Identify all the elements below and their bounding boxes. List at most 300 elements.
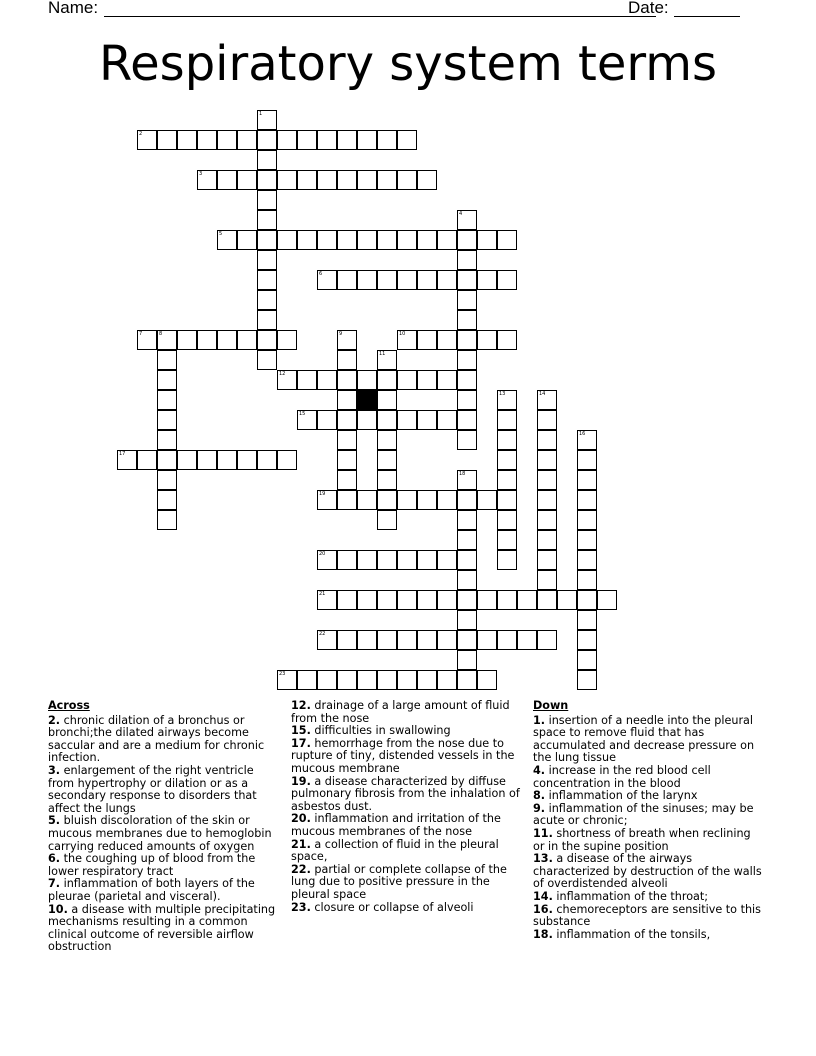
grid-cell[interactable] — [337, 470, 357, 490]
grid-cell[interactable] — [357, 230, 377, 250]
grid-cell[interactable] — [497, 410, 517, 430]
grid-cell[interactable] — [537, 430, 557, 450]
clue-number: 21. — [291, 837, 311, 851]
grid-cell[interactable] — [577, 470, 597, 490]
clue-number: 17 — [119, 451, 126, 457]
clue — [533, 828, 765, 853]
grid-cell[interactable] — [257, 190, 277, 210]
clue-number: 17. — [291, 736, 311, 750]
grid-cell[interactable] — [337, 490, 357, 510]
clue-number: 6. — [48, 852, 61, 866]
grid-cell[interactable] — [377, 450, 397, 470]
grid-cell[interactable] — [377, 270, 397, 290]
grid-cell[interactable] — [277, 230, 297, 250]
grid-cell[interactable] — [337, 130, 357, 150]
clue — [48, 715, 280, 765]
clue — [533, 803, 765, 828]
clue-text: hemorrhage from the nose due to rupture of tiny, distended vessels in the mucous membrane — [291, 736, 515, 775]
grid-cell[interactable] — [537, 470, 557, 490]
grid-cell[interactable] — [497, 470, 517, 490]
clue-number: 6 — [319, 271, 323, 277]
grid-cell[interactable] — [437, 230, 457, 250]
clue — [291, 902, 523, 915]
grid-cell[interactable] — [257, 330, 277, 350]
clue-number: 11 — [379, 351, 386, 357]
grid-cell[interactable] — [537, 570, 557, 590]
clue-number: 11. — [533, 826, 553, 840]
grid-cell[interactable] — [577, 430, 597, 450]
clue-number: 19. — [291, 774, 311, 788]
grid-cell[interactable] — [357, 270, 377, 290]
clue-text: the coughing up of blood from the lower respiratory tract — [48, 852, 256, 878]
grid-cell[interactable] — [297, 670, 317, 690]
grid-cell[interactable] — [457, 210, 477, 230]
grid-cell[interactable] — [517, 590, 537, 610]
grid-cell[interactable] — [317, 370, 337, 390]
grid-cell[interactable] — [237, 170, 257, 190]
grid-cell[interactable] — [257, 270, 277, 290]
grid-cell[interactable] — [337, 590, 357, 610]
grid-cell[interactable] — [277, 170, 297, 190]
clue-text: chronic dilation of a bronchus or bronchi;the dilated airways become saccular and are a medium for chronic infection. — [48, 713, 265, 765]
grid-cell[interactable] — [537, 530, 557, 550]
grid-cell[interactable] — [437, 670, 457, 690]
grid-cell[interactable] — [377, 630, 397, 650]
down-heading: Down — [533, 699, 569, 712]
grid-cell[interactable] — [497, 590, 517, 610]
grid-cell[interactable] — [497, 430, 517, 450]
grid-cell[interactable] — [337, 170, 357, 190]
grid-cell[interactable] — [277, 330, 297, 350]
clue-number: 12 — [279, 371, 286, 377]
grid-cell[interactable] — [257, 130, 277, 150]
grid-cell[interactable] — [437, 630, 457, 650]
clue — [48, 765, 280, 815]
grid-cell[interactable] — [317, 170, 337, 190]
grid-cell[interactable] — [437, 550, 457, 570]
date-label: Date: — [628, 0, 669, 17]
grid-cell[interactable] — [117, 450, 137, 470]
grid-cell[interactable] — [317, 230, 337, 250]
grid-cell[interactable] — [157, 130, 177, 150]
grid-cell[interactable] — [497, 530, 517, 550]
grid-cell[interactable] — [477, 490, 497, 510]
grid-cell[interactable] — [397, 270, 417, 290]
clue-number: 16. — [533, 902, 553, 916]
grid-cell[interactable] — [397, 490, 417, 510]
grid-cell[interactable] — [457, 250, 477, 270]
clue-text: chemoreceptors are sensitive to this substance — [533, 902, 761, 929]
clue-text: inflammation and irritation of the mucous membranes of the nose — [291, 812, 501, 838]
grid-cell[interactable] — [377, 470, 397, 490]
grid-cell[interactable] — [577, 490, 597, 510]
grid-cell[interactable] — [577, 530, 597, 550]
grid-cell[interactable] — [537, 630, 557, 650]
grid-cell[interactable] — [417, 270, 437, 290]
grid-cell[interactable] — [257, 230, 277, 250]
grid-cell[interactable] — [177, 450, 197, 470]
grid-cell[interactable] — [397, 630, 417, 650]
grid-cell[interactable] — [137, 330, 157, 350]
grid-cell[interactable] — [497, 550, 517, 570]
clue-text: a collection of fluid in the pleural space, — [291, 837, 499, 864]
grid-cell[interactable] — [437, 270, 457, 290]
grid-cell[interactable] — [317, 630, 337, 650]
clue-number: 1. — [533, 713, 546, 727]
grid-cell[interactable] — [337, 390, 357, 410]
grid-cell[interactable] — [497, 270, 517, 290]
grid-cell[interactable] — [217, 330, 237, 350]
grid-cell[interactable] — [397, 130, 417, 150]
grid-cell[interactable] — [337, 230, 357, 250]
grid-cell[interactable] — [157, 330, 177, 350]
grid-cell[interactable] — [357, 550, 377, 570]
grid-cell[interactable] — [237, 450, 257, 470]
grid-cell[interactable] — [357, 630, 377, 650]
grid-cell[interactable] — [537, 390, 557, 410]
clue — [48, 853, 280, 878]
clue-text: inflammation of the tonsils, — [556, 927, 711, 941]
grid-cell[interactable] — [337, 270, 357, 290]
grid-cell[interactable] — [297, 130, 317, 150]
grid-cell[interactable] — [357, 410, 377, 430]
clue-text: a disease characterized by diffuse pulmonary fibrosis from the inhalation of asbestos dust. — [291, 774, 520, 813]
clue-number: 9. — [533, 801, 546, 815]
grid-cell[interactable] — [437, 330, 457, 350]
grid-cell[interactable] — [377, 390, 397, 410]
grid-cell[interactable] — [417, 370, 437, 390]
grid-cell[interactable] — [497, 490, 517, 510]
clue — [533, 765, 765, 790]
grid-cell[interactable] — [337, 410, 357, 430]
grid-cell[interactable] — [157, 370, 177, 390]
grid-cell[interactable] — [577, 650, 597, 670]
clue-number: 2 — [139, 131, 143, 137]
grid-cell[interactable] — [517, 630, 537, 650]
grid-cell[interactable] — [217, 450, 237, 470]
clue-number: 4. — [533, 763, 546, 777]
grid-cell[interactable] — [137, 450, 157, 470]
grid-cell[interactable] — [377, 670, 397, 690]
grid-cell[interactable] — [337, 350, 357, 370]
grid-cell[interactable] — [257, 450, 277, 470]
clue-number: 22 — [319, 631, 326, 637]
grid-cell[interactable] — [357, 670, 377, 690]
clue-number: 12. — [291, 699, 311, 712]
grid-cell[interactable] — [457, 390, 477, 410]
grid-cell[interactable] — [357, 130, 377, 150]
grid-cell[interactable] — [377, 230, 397, 250]
grid-cell[interactable] — [477, 670, 497, 690]
grid-cell[interactable] — [137, 130, 157, 150]
grid-cell[interactable] — [297, 170, 317, 190]
grid-cell[interactable] — [457, 550, 477, 570]
grid-cell[interactable] — [277, 130, 297, 150]
grid-cell[interactable] — [257, 150, 277, 170]
grid-cell[interactable] — [377, 170, 397, 190]
clue-number: 5. — [48, 814, 61, 828]
clue-number: 8 — [159, 331, 163, 337]
grid-cell[interactable] — [597, 590, 617, 610]
clue-number: 7. — [48, 877, 61, 891]
grid-cell — [357, 390, 377, 410]
grid-cell[interactable] — [577, 590, 597, 610]
grid-cell[interactable] — [277, 670, 297, 690]
grid-cell[interactable] — [157, 470, 177, 490]
grid-cell[interactable] — [297, 230, 317, 250]
grid-cell[interactable] — [337, 670, 357, 690]
grid-cell[interactable] — [317, 130, 337, 150]
grid-cell[interactable] — [457, 230, 477, 250]
grid-cell[interactable] — [257, 210, 277, 230]
grid-cell[interactable] — [197, 450, 217, 470]
grid-cell[interactable] — [577, 610, 597, 630]
grid-cell[interactable] — [377, 130, 397, 150]
grid-cell[interactable] — [397, 550, 417, 570]
grid-cell[interactable] — [157, 490, 177, 510]
down-clue-list — [533, 715, 765, 942]
grid-cell[interactable] — [457, 630, 477, 650]
grid-cell[interactable] — [257, 290, 277, 310]
grid-cell[interactable] — [257, 310, 277, 330]
grid-cell[interactable] — [457, 330, 477, 350]
clue — [291, 738, 523, 776]
grid-cell[interactable] — [397, 170, 417, 190]
across-clue-list-continued — [291, 700, 523, 914]
grid-cell[interactable] — [497, 330, 517, 350]
clue-number: 10 — [399, 331, 406, 337]
grid-cell[interactable] — [477, 590, 497, 610]
grid-cell[interactable] — [537, 410, 557, 430]
grid-cell[interactable] — [457, 430, 477, 450]
grid-cell[interactable] — [457, 270, 477, 290]
clue-number: 10. — [48, 902, 68, 916]
grid-cell[interactable] — [457, 370, 477, 390]
grid-cell[interactable] — [457, 470, 477, 490]
grid-cell[interactable] — [577, 450, 597, 470]
grid-cell[interactable] — [317, 590, 337, 610]
grid-cell[interactable] — [397, 590, 417, 610]
grid-cell[interactable] — [257, 250, 277, 270]
clue — [48, 904, 280, 954]
clue — [533, 715, 765, 765]
clue-number: 18. — [533, 927, 553, 941]
clue-number: 21 — [319, 591, 326, 597]
grid-cell[interactable] — [417, 490, 437, 510]
grid-cell[interactable] — [437, 410, 457, 430]
grid-cell[interactable] — [337, 630, 357, 650]
grid-cell[interactable] — [397, 410, 417, 430]
clue — [533, 929, 765, 942]
clue-number: 23 — [279, 671, 286, 677]
page-title: Respiratory system terms — [98, 36, 718, 92]
clue-number: 2. — [48, 713, 61, 727]
clue-number: 16 — [579, 431, 586, 437]
grid-cell[interactable] — [457, 490, 477, 510]
grid-cell[interactable] — [257, 110, 277, 130]
grid-cell[interactable] — [457, 310, 477, 330]
clue — [48, 815, 280, 853]
grid-cell[interactable] — [277, 450, 297, 470]
grid-cell[interactable] — [577, 570, 597, 590]
clue-number: 1 — [259, 111, 263, 117]
grid-cell[interactable] — [417, 630, 437, 650]
grid-cell[interactable] — [397, 670, 417, 690]
grid-cell[interactable] — [177, 130, 197, 150]
grid-cell[interactable] — [157, 430, 177, 450]
clue-text: enlargement of the right ventricle from hypertrophy or dilation or as a secondary response to disorders that affect the lungs — [48, 763, 257, 815]
grid-cell[interactable] — [537, 450, 557, 470]
grid-cell[interactable] — [577, 670, 597, 690]
grid-cell[interactable] — [457, 510, 477, 530]
clue-text: closure or collapse of alveoli — [314, 900, 474, 914]
grid-cell[interactable] — [197, 170, 217, 190]
grid-cell[interactable] — [337, 330, 357, 350]
grid-cell[interactable] — [457, 350, 477, 370]
grid-cell[interactable] — [577, 630, 597, 650]
grid-cell[interactable] — [317, 270, 337, 290]
grid-cell[interactable] — [477, 270, 497, 290]
clue — [291, 839, 523, 864]
across-heading: Across — [48, 699, 90, 712]
grid-cell[interactable] — [217, 130, 237, 150]
grid-cell[interactable] — [337, 430, 357, 450]
grid-cell[interactable] — [577, 550, 597, 570]
grid-cell[interactable] — [337, 550, 357, 570]
clue-number: 18 — [459, 471, 466, 477]
grid-cell[interactable] — [457, 610, 477, 630]
grid-cell[interactable] — [397, 230, 417, 250]
grid-cell[interactable] — [377, 430, 397, 450]
grid-cell[interactable] — [477, 230, 497, 250]
grid-cell[interactable] — [457, 650, 477, 670]
clue-number: 9 — [339, 331, 343, 337]
grid-cell[interactable] — [437, 590, 457, 610]
grid-cell[interactable] — [357, 170, 377, 190]
grid-cell[interactable] — [497, 630, 517, 650]
grid-cell[interactable] — [537, 550, 557, 570]
grid-cell[interactable] — [317, 670, 337, 690]
grid-cell[interactable] — [397, 370, 417, 390]
clue-text: a disease with multiple precipitating mechanisms resulting in a common clinical outcome of reversible airflow obstruction — [48, 902, 276, 954]
grid-cell[interactable] — [417, 170, 437, 190]
grid-cell[interactable] — [317, 410, 337, 430]
clue-number: 3. — [48, 763, 61, 777]
grid-cell[interactable] — [477, 630, 497, 650]
grid-cell[interactable] — [397, 330, 417, 350]
grid-cell[interactable] — [297, 370, 317, 390]
grid-cell[interactable] — [417, 670, 437, 690]
grid-cell[interactable] — [377, 490, 397, 510]
clue-text: inflammation of the sinuses; may be acute or chronic; — [533, 801, 754, 828]
clue-number: 3 — [199, 171, 203, 177]
grid-cell[interactable] — [417, 410, 437, 430]
grid-cell[interactable] — [457, 590, 477, 610]
grid-cell[interactable] — [497, 450, 517, 470]
grid-cell[interactable] — [557, 590, 577, 610]
grid-cell[interactable] — [357, 370, 377, 390]
clue — [533, 904, 765, 929]
grid-cell[interactable] — [377, 510, 397, 530]
down-clues — [533, 700, 765, 941]
clue — [533, 853, 765, 891]
grid-cell[interactable] — [377, 410, 397, 430]
grid-cell[interactable] — [237, 330, 257, 350]
clue-text: drainage of a large amount of fluid from the nose — [291, 699, 510, 725]
clue — [48, 878, 280, 903]
grid-cell[interactable] — [197, 130, 217, 150]
grid-cell[interactable] — [237, 130, 257, 150]
grid-cell[interactable] — [357, 590, 377, 610]
grid-cell[interactable] — [417, 230, 437, 250]
grid-cell[interactable] — [417, 550, 437, 570]
clue-text: difficulties in swallowing — [314, 724, 451, 738]
grid-cell[interactable] — [357, 490, 377, 510]
grid-cell[interactable] — [377, 350, 397, 370]
grid-cell[interactable] — [377, 550, 397, 570]
grid-cell[interactable] — [237, 230, 257, 250]
grid-cell[interactable] — [157, 390, 177, 410]
grid-cell[interactable] — [537, 510, 557, 530]
grid-cell[interactable] — [417, 330, 437, 350]
grid-cell[interactable] — [157, 350, 177, 370]
grid-cell[interactable] — [217, 230, 237, 250]
clue — [291, 864, 523, 902]
clue-text: partial or complete collapse of the lung due to positive pressure in the pleural space — [291, 862, 507, 901]
grid-cell[interactable] — [457, 570, 477, 590]
clue-number: 13 — [499, 391, 506, 397]
grid-cell[interactable] — [577, 510, 597, 530]
clue-number: 15 — [299, 411, 306, 417]
grid-cell[interactable] — [317, 490, 337, 510]
grid-cell[interactable] — [497, 390, 517, 410]
grid-cell[interactable] — [377, 590, 397, 610]
grid-cell[interactable] — [157, 510, 177, 530]
clue-number: 14. — [533, 889, 553, 903]
grid-cell[interactable] — [337, 450, 357, 470]
grid-cell[interactable] — [277, 370, 297, 390]
grid-cell[interactable] — [537, 490, 557, 510]
grid-cell[interactable] — [537, 590, 557, 610]
grid-cell[interactable] — [337, 370, 357, 390]
grid-cell[interactable] — [457, 670, 477, 690]
clue-text: bluish discoloration of the skin or mucous membranes due to hemoglobin carrying reduced amounts of oxygen — [48, 814, 272, 853]
grid-cell[interactable] — [257, 350, 277, 370]
grid-cell[interactable] — [217, 170, 237, 190]
grid-cell[interactable] — [297, 410, 317, 430]
grid-cell[interactable] — [377, 370, 397, 390]
grid-cell[interactable] — [157, 410, 177, 430]
clue-text: inflammation of the throat; — [556, 889, 709, 903]
grid-cell[interactable] — [457, 410, 477, 430]
grid-cell[interactable] — [157, 450, 177, 470]
grid-cell[interactable] — [177, 330, 197, 350]
grid-cell[interactable] — [457, 290, 477, 310]
clue-number: 5 — [219, 231, 223, 237]
grid-cell[interactable] — [437, 370, 457, 390]
grid-cell[interactable] — [437, 490, 457, 510]
grid-cell[interactable] — [497, 230, 517, 250]
grid-cell[interactable] — [317, 550, 337, 570]
grid-cell[interactable] — [197, 330, 217, 350]
grid-cell[interactable] — [477, 330, 497, 350]
grid-cell[interactable] — [417, 590, 437, 610]
grid-cell[interactable] — [497, 510, 517, 530]
grid-cell[interactable] — [257, 170, 277, 190]
grid-cell[interactable] — [457, 530, 477, 550]
clue-number: 13. — [533, 852, 553, 866]
name-label: Name: — [48, 0, 99, 17]
